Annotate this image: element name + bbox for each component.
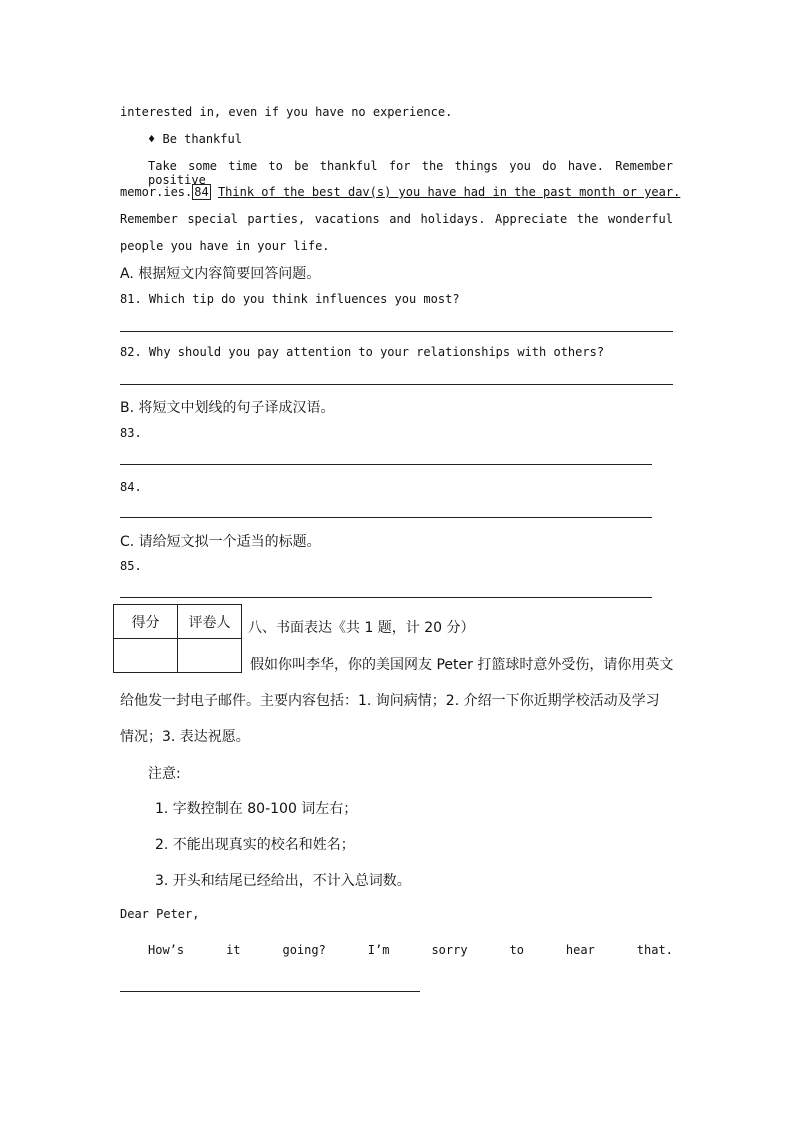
note-1: 1. 字数控制在 80-100 词左右； <box>155 801 358 817</box>
tip-heading <box>148 132 242 146</box>
opening-word: How’s <box>148 943 185 957</box>
answer-line-81[interactable] <box>120 331 673 332</box>
opening-word: sorry <box>431 943 468 957</box>
note-3: 3. 开头和结尾已经给出，不计入总词数。 <box>155 873 411 889</box>
question-85: 85. <box>120 559 142 573</box>
question-82: 82. Why should you pay attention to your relationships with others? <box>120 345 605 359</box>
letter-writing-line[interactable] <box>120 991 420 992</box>
writing-section-title: 八、书面表达《共 1 题，计 20 分） <box>248 620 475 636</box>
question-81: 81. Which tip do you think influences you most? <box>120 292 460 306</box>
answer-line-82[interactable] <box>120 384 673 385</box>
grader-cell[interactable] <box>178 639 242 673</box>
score-cell[interactable] <box>114 639 178 673</box>
passage-line-2 <box>120 185 681 199</box>
answer-line-85[interactable] <box>120 597 652 598</box>
passage-line-continuation: interested in, even if you have no experience. <box>120 105 453 119</box>
question-83: 83. <box>120 426 142 440</box>
opening-word: I’m <box>367 943 390 957</box>
opening-word: it <box>226 943 241 957</box>
score-header: 得分 <box>114 605 178 639</box>
opening-word: hear <box>565 943 595 957</box>
writing-prompt-line-3: 情况；3. 表达祝愿。 <box>120 729 250 745</box>
question-84-marker: 84 <box>194 185 209 199</box>
grader-header: 评卷人 <box>178 605 242 639</box>
letter-opening-line <box>148 943 673 957</box>
opening-word: to <box>509 943 524 957</box>
section-b-heading: B. 将短文中划线的句子译成汉语。 <box>120 400 335 416</box>
passage-line-1: Take some time to be thankful for the things you do have. Remember positive <box>148 159 673 187</box>
writing-prompt-line-2: 给他发一封电子邮件。主要内容包括：1. 询问病情；2. 介绍一下你近期学校活动及学习 <box>120 693 660 709</box>
tip-heading-text: Be thankful <box>162 132 242 146</box>
bullet-diamond-icon: ♦ <box>148 132 156 146</box>
section-a-heading: A. 根据短文内容简要回答问题。 <box>120 266 321 282</box>
notes-heading: 注意: <box>148 766 181 782</box>
score-table <box>113 604 242 673</box>
writing-prompt-line-1: 假如你叫李华，你的美国网友 Peter 打篮球时意外受伤，请你用英文 <box>250 657 674 673</box>
passage-line-4: people you have in your life. <box>120 239 330 253</box>
note-2: 2. 不能出现真实的校名和姓名； <box>155 837 355 853</box>
underlined-sentence-84: Think of the best dav(s) you have had in the past month or year. <box>217 185 681 199</box>
question-84: 84. <box>120 480 142 494</box>
letter-salutation: Dear Peter, <box>120 907 200 921</box>
section-c-heading: C. 请给短文拟一个适当的标题。 <box>120 534 321 550</box>
passage-line-2-start: memor.ies. <box>120 185 193 199</box>
passage-line-3: Remember special parties, vacations and holidays. Appreciate the wonderful <box>120 212 673 226</box>
opening-word: that. <box>636 943 673 957</box>
opening-word: going? <box>282 943 326 957</box>
answer-line-83[interactable] <box>120 464 652 465</box>
answer-line-84[interactable] <box>120 517 652 518</box>
